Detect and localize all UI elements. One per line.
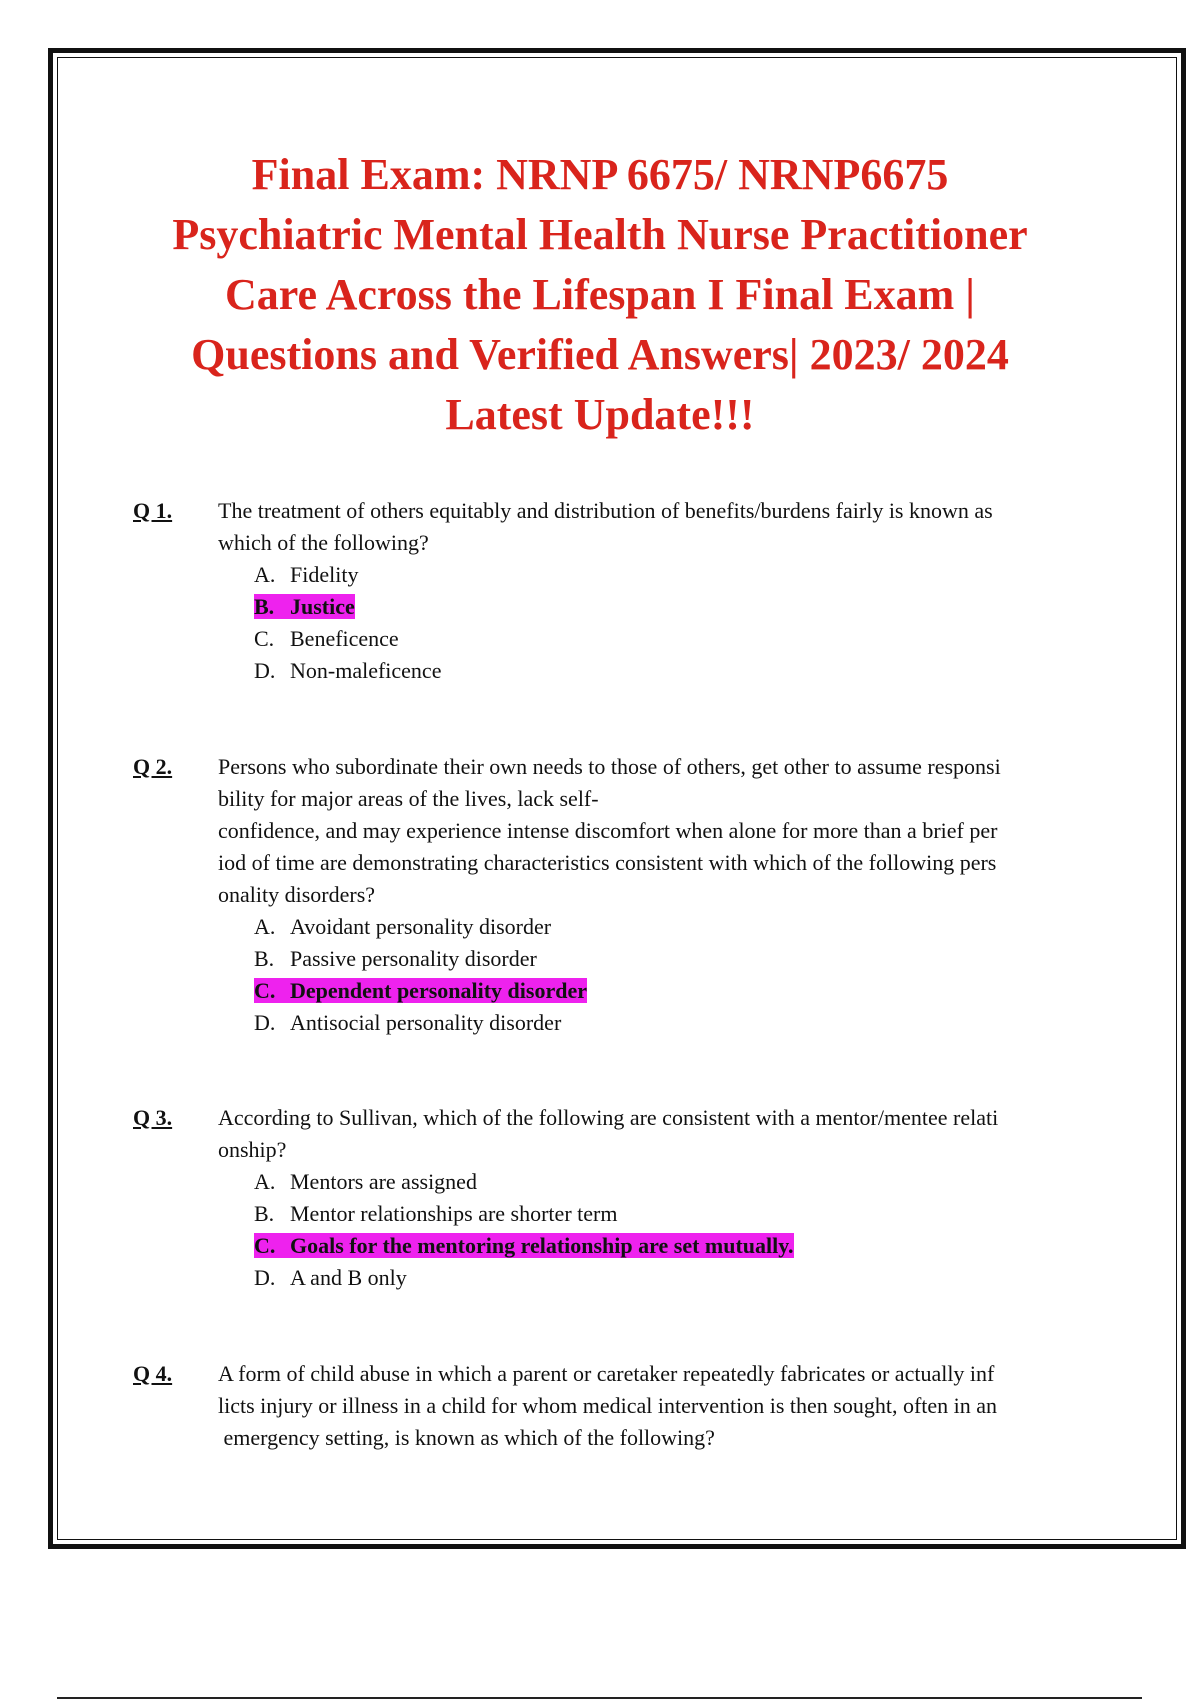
title-line: Latest Update!!! xyxy=(445,390,755,439)
answer-option-correct xyxy=(254,975,587,1007)
question-text-line: iod of time are demonstrating characteristics consistent with which of the following pers xyxy=(218,850,997,875)
title-line: Care Across the Lifespan I Final Exam | xyxy=(225,270,975,319)
option-text: Non-maleficence xyxy=(290,658,442,683)
option-letter: A. xyxy=(254,1169,276,1194)
title-line: Psychiatric Mental Health Nurse Practitioner xyxy=(172,210,1028,259)
question-text-line: A form of child abuse in which a parent or caretaker repeatedly fabricates or actually inf xyxy=(218,1361,995,1386)
answer-options xyxy=(254,911,587,1039)
option-letter: D. xyxy=(254,1010,276,1035)
footer-rule xyxy=(57,1697,1142,1699)
question-text-line: licts injury or illness in a child for whom medical intervention is then sought, often in an xyxy=(218,1393,998,1418)
answer-option-correct xyxy=(254,1230,794,1262)
option-text: Mentors are assigned xyxy=(290,1169,477,1194)
title-line: Questions and Verified Answers| 2023/ 2024 xyxy=(191,330,1009,379)
answer-options xyxy=(254,1166,794,1294)
question-text-line: onality disorders? xyxy=(218,882,376,907)
question-text-line: Persons who subordinate their own needs to those of others, get other to assume responsi xyxy=(218,754,1001,779)
question-text-line: onship? xyxy=(218,1137,287,1162)
answer-option xyxy=(254,1007,587,1039)
option-letter: B. xyxy=(254,594,275,619)
answer-option xyxy=(254,1198,794,1230)
answer-options xyxy=(254,559,441,687)
question-number: Q 2. xyxy=(133,754,173,779)
answer-highlight xyxy=(254,594,355,619)
question-number: Q 4. xyxy=(133,1361,173,1386)
question-number: Q 1. xyxy=(133,498,173,523)
option-text: Avoidant personality disorder xyxy=(290,914,552,939)
question-number: Q 3. xyxy=(133,1105,173,1130)
answer-option xyxy=(254,655,441,687)
question-text xyxy=(218,1102,1088,1166)
option-letter: B. xyxy=(254,946,275,971)
title-line: Final Exam: NRNP 6675/ NRNP6675 xyxy=(251,150,949,199)
question-text-line: bility for major areas of the lives, lack self- xyxy=(218,786,599,811)
answer-option xyxy=(254,943,587,975)
answer-option-correct xyxy=(254,591,441,623)
question-text xyxy=(218,495,1088,559)
answer-option xyxy=(254,559,441,591)
option-letter: A. xyxy=(254,562,276,587)
document-title xyxy=(0,145,1200,445)
answer-option xyxy=(254,623,441,655)
question-text-line: which of the following? xyxy=(218,530,429,555)
option-letter: D. xyxy=(254,1265,276,1290)
option-letter: C. xyxy=(254,1233,276,1258)
option-text: Fidelity xyxy=(290,562,359,587)
option-text: A and B only xyxy=(290,1265,407,1290)
option-text: Antisocial personality disorder xyxy=(290,1010,562,1035)
answer-highlight xyxy=(254,978,587,1003)
option-letter: B. xyxy=(254,1201,275,1226)
option-letter: C. xyxy=(254,978,276,1003)
answer-option xyxy=(254,1166,794,1198)
answer-highlight xyxy=(254,1233,794,1258)
option-text: Justice xyxy=(290,594,355,619)
question-text xyxy=(218,751,1088,911)
option-text: Goals for the mentoring relationship are set mutually. xyxy=(290,1233,794,1258)
question-text-line: According to Sullivan, which of the following are consistent with a mentor/mentee relati xyxy=(218,1105,999,1130)
answer-option xyxy=(254,1262,794,1294)
question-text-line: confidence, and may experience intense discomfort when alone for more than a brief per xyxy=(218,818,998,843)
option-text: Mentor relationships are shorter term xyxy=(290,1201,618,1226)
question-text-line: emergency setting, is known as which of the following? xyxy=(218,1425,715,1450)
question-text-line: The treatment of others equitably and distribution of benefits/burdens fairly is known as xyxy=(218,498,993,523)
option-text: Dependent personality disorder xyxy=(290,978,587,1003)
option-text: Passive personality disorder xyxy=(290,946,537,971)
option-letter: C. xyxy=(254,626,275,651)
question-text xyxy=(218,1358,1088,1454)
option-letter: D. xyxy=(254,658,276,683)
option-text: Beneficence xyxy=(290,626,399,651)
option-letter: A. xyxy=(254,914,276,939)
answer-option xyxy=(254,911,587,943)
